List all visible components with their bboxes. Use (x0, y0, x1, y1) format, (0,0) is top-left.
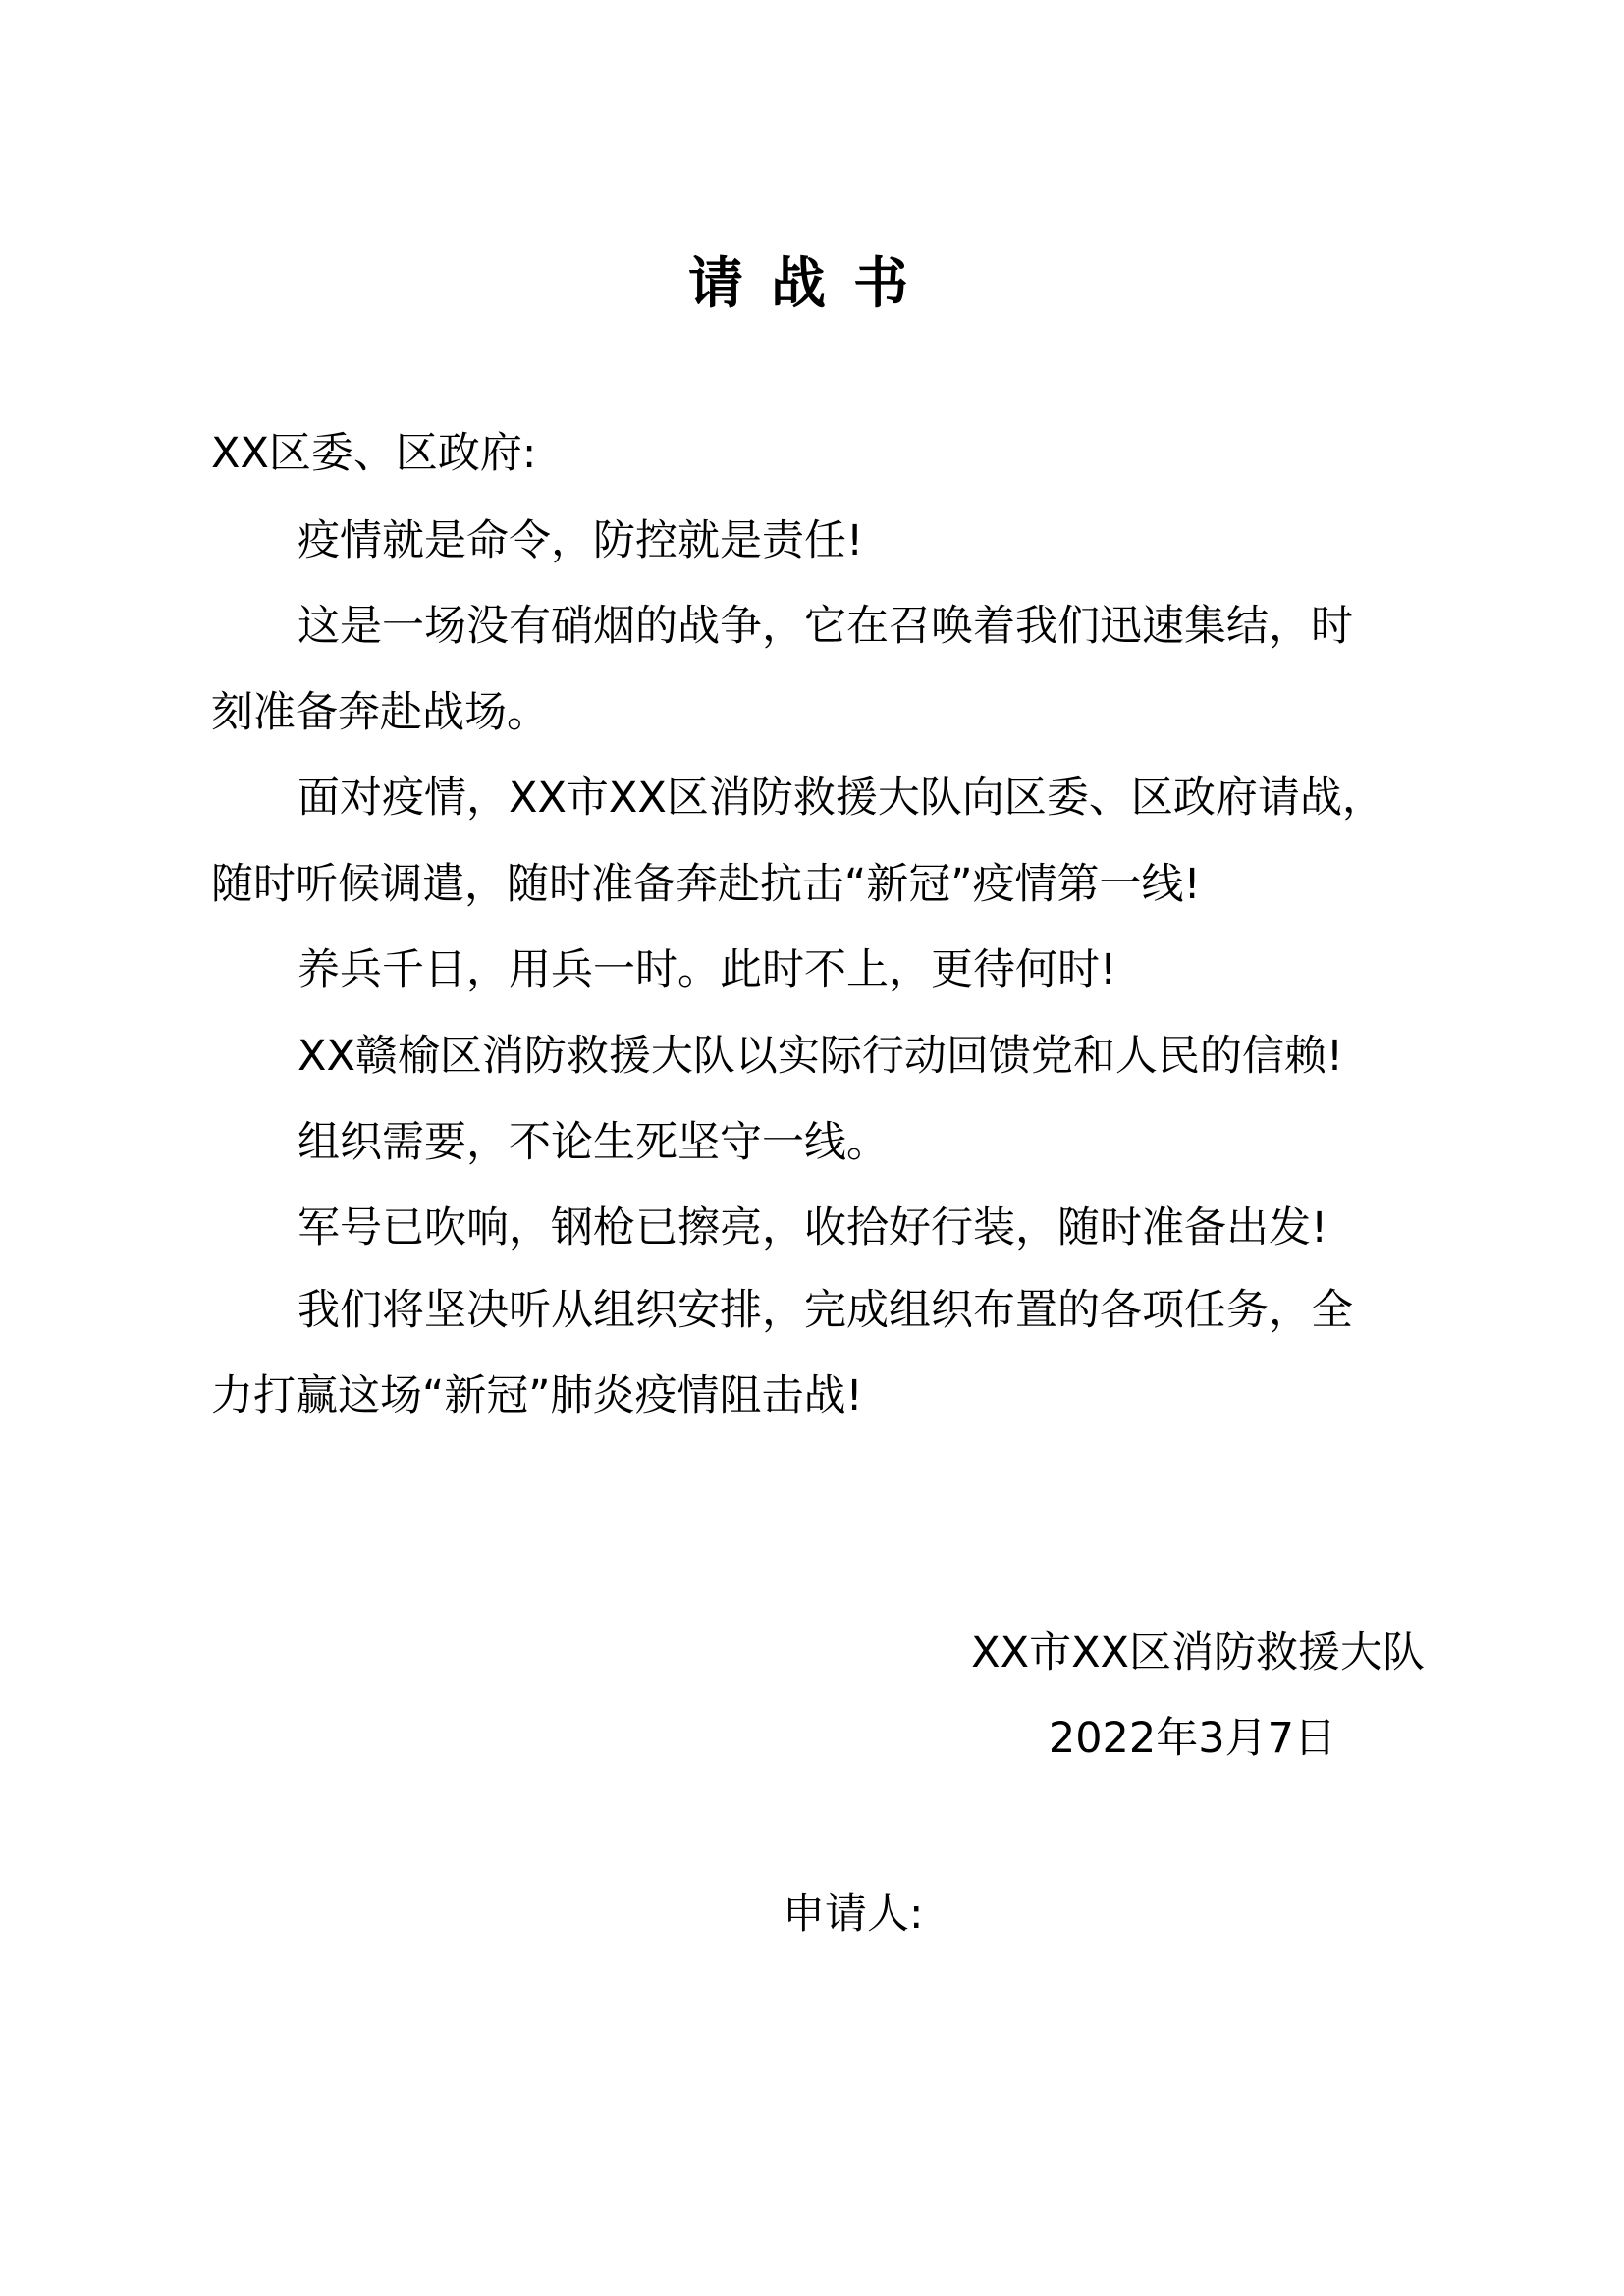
body-line: 面对疫情，XX市XX区消防救援大队向区委、区政府请战， (298, 774, 1384, 823)
body-line: XX赣榆区消防救援大队以实际行动回馈党和人民的信赖! (298, 1032, 1344, 1081)
greeting: XX区委、区政府: (211, 429, 537, 478)
applicant-label: 申请人: (783, 1890, 924, 1939)
body-line: 我们将坚决听从组织安排，完成组织布置的各项任务，全 (298, 1286, 1353, 1335)
body-line: 疫情就是命令，防控就是责任! (298, 516, 864, 565)
body-line: 这是一场没有硝烟的战争，它在召唤着我们迅速集结，时 (298, 602, 1353, 651)
body-line: 养兵千日，用兵一时。此时不上，更待何时! (298, 945, 1117, 994)
body-line: 刻准备奔赴战场。 (211, 688, 549, 737)
signature-date: 2022年3月7日 (1048, 1714, 1336, 1763)
body-line: 随时听候调遣，随时准备奔赴抗击“新冠”疫情第一线! (211, 860, 1201, 909)
signature-organization: XX市XX区消防救援大队 (971, 1629, 1425, 1678)
body-line: 军号已吹响，钢枪已擦亮，收拾好行装，随时准备出发! (298, 1203, 1328, 1253)
document-title: 请战书 (688, 252, 936, 316)
body-line: 组织需要，不论生死坚守一线。 (298, 1118, 889, 1167)
body-line: 力打赢这场“新冠”肺炎疫情阻击战! (211, 1371, 863, 1420)
